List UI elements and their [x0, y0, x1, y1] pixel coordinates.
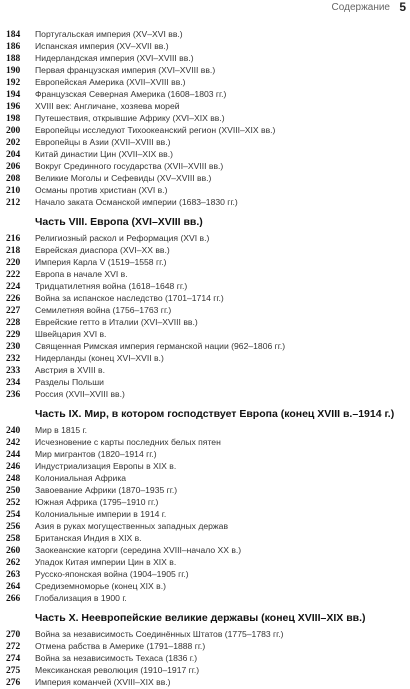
entry-title: Мир мигрантов (1820–1914 гг.)	[35, 449, 157, 459]
entry-page-number: 212	[6, 198, 21, 208]
toc-entry[interactable]	[6, 640, 406, 652]
entry-page-number: 262	[6, 558, 21, 568]
entry-title: Азия в руках могущественных западных держав	[35, 521, 229, 531]
entry-page-number: 272	[6, 642, 21, 652]
entry-page-number: 233	[6, 366, 21, 376]
toc-entry[interactable]	[6, 292, 406, 304]
entry-title: Османы против христиан (XVI в.)	[35, 185, 168, 195]
toc-entry[interactable]	[6, 124, 406, 136]
toc-entry[interactable]	[6, 244, 406, 256]
entry-page-number: 218	[6, 246, 21, 256]
entry-title: Европейцы в Азии (XVII–XVIII вв.)	[35, 137, 171, 147]
toc-entry[interactable]	[6, 568, 406, 580]
entry-page-number: 226	[6, 294, 21, 304]
page-number: 5	[399, 0, 406, 14]
toc-entry[interactable]	[6, 496, 406, 508]
entry-title: Колониальные империи в 1914 г.	[35, 509, 167, 519]
entry-title: Упадок Китая империи Цин в XIX в.	[35, 557, 177, 567]
entry-title: Вокруг Срединного государства (XVII–XVIII вв.)	[35, 161, 224, 171]
toc-entry[interactable]	[6, 364, 406, 376]
entry-title: Глобализация в 1900 г.	[35, 593, 127, 603]
toc-entry[interactable]	[6, 160, 406, 172]
entry-title: Тридцатилетняя война (1618–1648 гг.)	[35, 281, 188, 291]
toc-entry[interactable]	[6, 520, 406, 532]
entry-title: Великие Моголы и Сефевиды (XV–XVIII вв.)	[35, 173, 212, 183]
toc-entry[interactable]	[6, 28, 406, 40]
toc-entry[interactable]	[6, 652, 406, 664]
entry-page-number: 240	[6, 426, 21, 436]
entry-title: Начало заката Османской империи (1683–1830 гг.)	[35, 197, 238, 207]
toc-entry[interactable]	[6, 340, 406, 352]
toc-entry[interactable]	[6, 76, 406, 88]
entry-page-number: 228	[6, 318, 21, 328]
entry-page-number: 258	[6, 534, 21, 544]
section-heading: Часть X. Неевропейские великие державы (конец XVIII–XIX вв.)	[35, 612, 366, 624]
toc-entry[interactable]	[6, 628, 406, 640]
section-heading: Часть VIII. Европа (XVI–XVIII вв.)	[35, 216, 203, 228]
entry-title: Португальская империя (XV–XVI вв.)	[35, 29, 183, 39]
toc-entry[interactable]	[6, 232, 406, 244]
toc-entry[interactable]	[6, 676, 406, 688]
entry-page-number: 188	[6, 54, 21, 64]
entry-page-number: 206	[6, 162, 21, 172]
entry-page-number: 263	[6, 570, 21, 580]
entry-title: Отмена рабства в Америке (1791–1888 гг.)	[35, 641, 206, 651]
entry-page-number: 210	[6, 186, 21, 196]
entry-title: XVIII век: Англичане, хозяева морей	[35, 101, 180, 111]
entry-title: Еврейские гетто в Италии (XVI–XVIII вв.)	[35, 317, 198, 327]
entry-page-number: 232	[6, 354, 21, 364]
entry-title: Швейцария XVI в.	[35, 329, 107, 339]
entry-title: Европа в начале XVI в.	[35, 269, 128, 279]
toc-entry[interactable]	[6, 436, 406, 448]
entry-page-number: 190	[6, 66, 21, 76]
entry-title: Русско-японская война (1904–1905 гг.)	[35, 569, 189, 579]
entry-title: Россия (XVII–XVIII вв.)	[35, 389, 125, 399]
entry-title: Европейцы исследуют Тихоокеанский регион (XVIII–XIX вв.)	[35, 125, 276, 135]
entry-page-number: 234	[6, 378, 21, 388]
entry-title: Война за независимость Техаса (1836 г.)	[35, 653, 198, 663]
entry-page-number: 229	[6, 330, 21, 340]
toc-entry[interactable]	[6, 112, 406, 124]
toc-entry[interactable]	[6, 592, 406, 604]
entry-page-number: 227	[6, 306, 21, 316]
toc-entry[interactable]	[6, 424, 406, 436]
toc-entry[interactable]	[6, 196, 406, 208]
toc-entry[interactable]	[6, 304, 406, 316]
entry-title: Индустриализация Европы в XIX в.	[35, 461, 177, 471]
entry-title: Империя команчей (XVIII–XIX вв.)	[35, 677, 171, 687]
entry-title: Семилетняя война (1756–1763 гг.)	[35, 305, 172, 315]
page-header	[0, 0, 410, 16]
toc-entry[interactable]	[6, 352, 406, 364]
entry-page-number: 236	[6, 390, 21, 400]
entry-title: Война за независимость Соединённых Штатов (1775–1783 гг.)	[35, 629, 284, 639]
entry-page-number: 196	[6, 102, 21, 112]
entry-title: Колониальная Африка	[35, 473, 127, 483]
toc-entry[interactable]	[6, 100, 406, 112]
entry-page-number: 220	[6, 258, 21, 268]
entry-title: Первая французская империя (XVI–XVIII вв.)	[35, 65, 216, 75]
entry-page-number: 200	[6, 126, 21, 136]
toc-entry[interactable]	[6, 184, 406, 196]
toc-entry[interactable]	[6, 280, 406, 292]
entry-title: Нидерландская империя (XVI–XVIII вв.)	[35, 53, 194, 63]
toc-entry[interactable]	[6, 484, 406, 496]
entry-title: Средиземноморье (конец XIX в.)	[35, 581, 166, 591]
entry-title: Китай династии Цин (XVII–XIX вв.)	[35, 149, 173, 159]
entry-title: Еврейская диаспора (XVI–XX вв.)	[35, 245, 170, 255]
toc-entry[interactable]	[6, 556, 406, 568]
toc-entry[interactable]	[6, 508, 406, 520]
entry-page-number: 198	[6, 114, 21, 124]
entry-page-number: 222	[6, 270, 21, 280]
toc-entry[interactable]	[6, 316, 406, 328]
entry-page-number: 256	[6, 522, 21, 532]
entry-page-number: 264	[6, 582, 21, 592]
toc-entry[interactable]	[6, 88, 406, 100]
entry-title: Южная Африка (1795–1910 гг.)	[35, 497, 159, 507]
toc-entry[interactable]	[6, 268, 406, 280]
toc-entry[interactable]	[6, 52, 406, 64]
entry-page-number: 266	[6, 594, 21, 604]
entry-page-number: 184	[6, 30, 21, 40]
toc-entry[interactable]	[6, 376, 406, 388]
toc-entry[interactable]	[6, 460, 406, 472]
entry-title: Мир в 1815 г.	[35, 425, 88, 435]
entry-title: Разделы Польши	[35, 377, 104, 387]
entry-page-number: 224	[6, 282, 21, 292]
toc-entry[interactable]	[6, 580, 406, 592]
entry-page-number: 274	[6, 654, 21, 664]
entry-page-number: 250	[6, 486, 21, 496]
toc-entry[interactable]	[6, 328, 406, 340]
entry-title: Священная Римская империя германской нации (962–1806 гг.)	[35, 341, 286, 351]
table-of-contents	[6, 28, 406, 688]
entry-page-number: 194	[6, 90, 21, 100]
entry-page-number: 260	[6, 546, 21, 556]
toc-entry[interactable]	[6, 136, 406, 148]
toc-entry[interactable]	[6, 472, 406, 484]
entry-title: Завоевание Африки (1870–1935 гг.)	[35, 485, 178, 495]
entry-page-number: 186	[6, 42, 21, 52]
entry-page-number: 242	[6, 438, 21, 448]
toc-entry[interactable]	[6, 172, 406, 184]
entry-title: Испанская империя (XV–XVII вв.)	[35, 41, 169, 51]
entry-page-number: 270	[6, 630, 21, 640]
entry-title: Империя Карла V (1519–1558 гг.)	[35, 257, 167, 267]
entry-page-number: 252	[6, 498, 21, 508]
toc-entry[interactable]	[6, 544, 406, 556]
entry-page-number: 276	[6, 678, 21, 688]
toc-entry[interactable]	[6, 532, 406, 544]
toc-entry[interactable]	[6, 256, 406, 268]
entry-title: Австрия в XVIII в.	[35, 365, 105, 375]
toc-entry[interactable]	[6, 388, 406, 400]
entry-title: Исчезновение с карты последних белых пятен	[35, 437, 221, 447]
entry-page-number: 248	[6, 474, 21, 484]
entry-page-number: 204	[6, 150, 21, 160]
entry-title: Путешествия, открывшие Африку (XVI–XIX вв.)	[35, 113, 225, 123]
entry-title: Французская Северная Америка (1608–1803 гг.)	[35, 89, 227, 99]
entry-page-number: 246	[6, 462, 21, 472]
entry-page-number: 244	[6, 450, 21, 460]
toc-entry[interactable]	[6, 148, 406, 160]
entry-page-number: 192	[6, 78, 21, 88]
entry-title: Война за испанское наследство (1701–1714 гг.)	[35, 293, 224, 303]
toc-entry[interactable]	[6, 40, 406, 52]
entry-page-number: 208	[6, 174, 21, 184]
entry-page-number: 254	[6, 510, 21, 520]
toc-entry[interactable]	[6, 448, 406, 460]
entry-title: Британская Индия в XIX в.	[35, 533, 142, 543]
entry-page-number: 275	[6, 666, 21, 676]
entry-title: Европейская Америка (XVII–XVIII вв.)	[35, 77, 186, 87]
entry-title: Заокеанские каторги (середина XVIII–начало XX в.)	[35, 545, 242, 555]
entry-page-number: 230	[6, 342, 21, 352]
entry-title: Религиозный раскол и Реформация (XVI в.)	[35, 233, 210, 243]
running-header-title: Содержание	[331, 2, 390, 13]
toc-entry[interactable]	[6, 664, 406, 676]
entry-title: Нидерланды (конец XVI–XVII в.)	[35, 353, 164, 363]
entry-page-number: 202	[6, 138, 21, 148]
entry-title: Мексиканская революция (1910–1917 гг.)	[35, 665, 200, 675]
entry-page-number: 216	[6, 234, 21, 244]
section-heading: Часть IX. Мир, в котором господствует Европа (конец XVIII в.–1914 г.)	[35, 408, 395, 420]
toc-entry[interactable]	[6, 64, 406, 76]
